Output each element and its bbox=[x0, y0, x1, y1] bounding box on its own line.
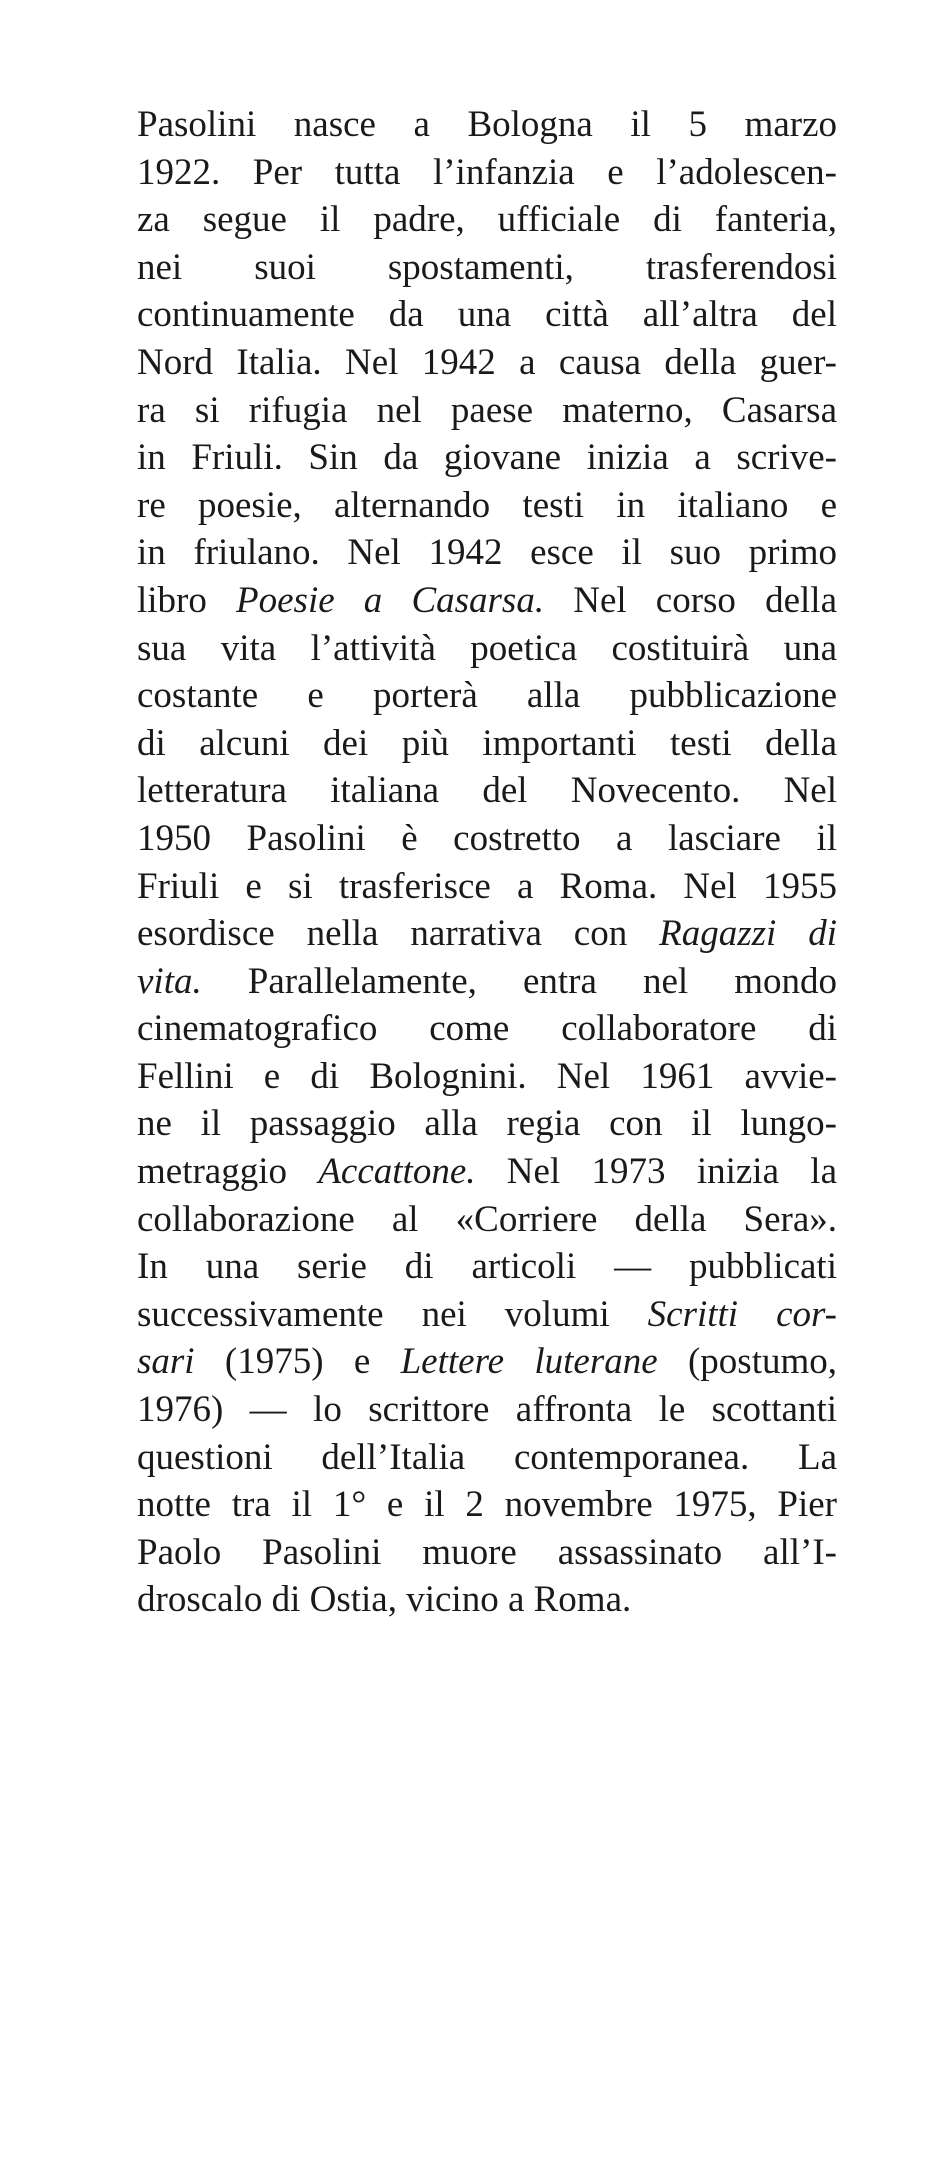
text-segment: sua vita l’attività poetica costituirà una bbox=[137, 627, 837, 669]
italic-title-text: vita. bbox=[137, 960, 202, 1002]
text-line bbox=[137, 1100, 837, 1148]
text-line bbox=[137, 1005, 837, 1053]
text-segment: Nel corso della bbox=[544, 579, 837, 621]
text-segment: 1922. Per tutta l’infanzia e l’adolescen- bbox=[137, 151, 837, 193]
text-segment: 1976) — lo scrittore affronta le scottanti bbox=[137, 1389, 837, 1431]
italic-title-text: sari bbox=[137, 1341, 195, 1383]
text-line bbox=[137, 958, 837, 1006]
text-segment: nei suoi spostamenti, trasferendosi bbox=[137, 246, 837, 288]
text-segment: costante e porterà alla pubblicazione bbox=[137, 675, 837, 717]
text-segment: in friulano. Nel 1942 esce il suo primo bbox=[137, 532, 837, 574]
text-line bbox=[137, 529, 837, 577]
text-segment: Friuli e si trasferisce a Roma. Nel 1955 bbox=[137, 865, 837, 907]
text-line bbox=[137, 1338, 837, 1386]
italic-title-text: Scritti cor- bbox=[647, 1293, 837, 1335]
text-segment: Pasolini nasce a Bologna il 5 marzo bbox=[137, 104, 837, 145]
text-line bbox=[137, 196, 837, 244]
text-line bbox=[137, 1434, 837, 1482]
text-segment: (postumo, bbox=[657, 1341, 837, 1383]
text-segment: ne il passaggio alla regia con il lungo- bbox=[137, 1103, 837, 1145]
italic-title-text: Lettere luterane bbox=[400, 1341, 658, 1383]
text-line bbox=[137, 1053, 837, 1101]
text-segment: ra si rifugia nel paese materno, Casarsa bbox=[137, 389, 837, 431]
text-segment: successivamente nei volumi bbox=[137, 1293, 648, 1335]
text-segment: letteratura italiana del Novecento. Nel bbox=[137, 770, 837, 812]
text-line bbox=[137, 1386, 837, 1434]
text-line bbox=[137, 625, 837, 673]
text-line bbox=[137, 387, 837, 435]
text-line bbox=[137, 1576, 837, 1624]
text-segment: za segue il padre, ufficiale di fanteria, bbox=[137, 199, 837, 241]
text-segment: Nord Italia. Nel 1942 a causa della guer- bbox=[137, 341, 837, 383]
text-line bbox=[137, 863, 837, 911]
text-line bbox=[137, 672, 837, 720]
text-line bbox=[137, 910, 837, 958]
text-line bbox=[137, 1529, 837, 1577]
text-segment: di alcuni dei più importanti testi della bbox=[137, 722, 837, 764]
text-segment: re poesie, alternando testi in italiano e bbox=[137, 484, 837, 526]
text-line bbox=[137, 244, 837, 292]
text-segment: questioni dell’Italia contemporanea. La bbox=[137, 1436, 837, 1478]
text-line bbox=[137, 577, 837, 625]
biography-paragraph bbox=[137, 101, 837, 1624]
text-segment: metraggio bbox=[137, 1151, 319, 1193]
text-line bbox=[137, 1243, 837, 1291]
text-segment: cinematografico come collaboratore di bbox=[137, 1008, 837, 1050]
text-line bbox=[137, 434, 837, 482]
text-segment: libro bbox=[137, 579, 237, 621]
text-line bbox=[137, 101, 837, 149]
italic-title-text: Accattone. bbox=[318, 1151, 476, 1193]
text-line bbox=[137, 720, 837, 768]
text-line bbox=[137, 767, 837, 815]
text-line bbox=[137, 1291, 837, 1339]
text-line bbox=[137, 482, 837, 530]
text-line bbox=[137, 339, 837, 387]
text-segment: In una serie di articoli — pubblicati bbox=[137, 1246, 837, 1288]
text-segment: continuamente da una città all’altra del bbox=[137, 294, 837, 336]
text-segment: droscalo di Ostia, vicino a Roma. bbox=[137, 1579, 632, 1621]
italic-title-text: Poesie a Casarsa. bbox=[236, 579, 545, 621]
text-segment: Paolo Pasolini muore assassinato all’I- bbox=[137, 1531, 837, 1573]
text-segment: Fellini e di Bolognini. Nel 1961 avvie- bbox=[137, 1055, 837, 1097]
text-segment: collaborazione al «Corriere della Sera». bbox=[137, 1198, 837, 1240]
text-segment: Parallelamente, entra nel mondo bbox=[201, 960, 837, 1002]
text-line bbox=[137, 1481, 837, 1529]
text-segment: in Friuli. Sin da giovane inizia a scrive- bbox=[137, 437, 837, 479]
italic-title-text: Ragazzi di bbox=[659, 913, 837, 955]
text-segment: (1975) e bbox=[194, 1341, 401, 1383]
text-line bbox=[137, 291, 837, 339]
text-line bbox=[137, 149, 837, 197]
text-segment: esordisce nella narrativa con bbox=[137, 913, 660, 955]
text-line bbox=[137, 1196, 837, 1244]
text-line bbox=[137, 815, 837, 863]
text-segment: notte tra il 1° e il 2 novembre 1975, Pier bbox=[137, 1484, 837, 1526]
text-segment: 1950 Pasolini è costretto a lasciare il bbox=[137, 817, 837, 859]
text-line bbox=[137, 1148, 837, 1196]
text-segment: Nel 1973 inizia la bbox=[475, 1151, 837, 1193]
